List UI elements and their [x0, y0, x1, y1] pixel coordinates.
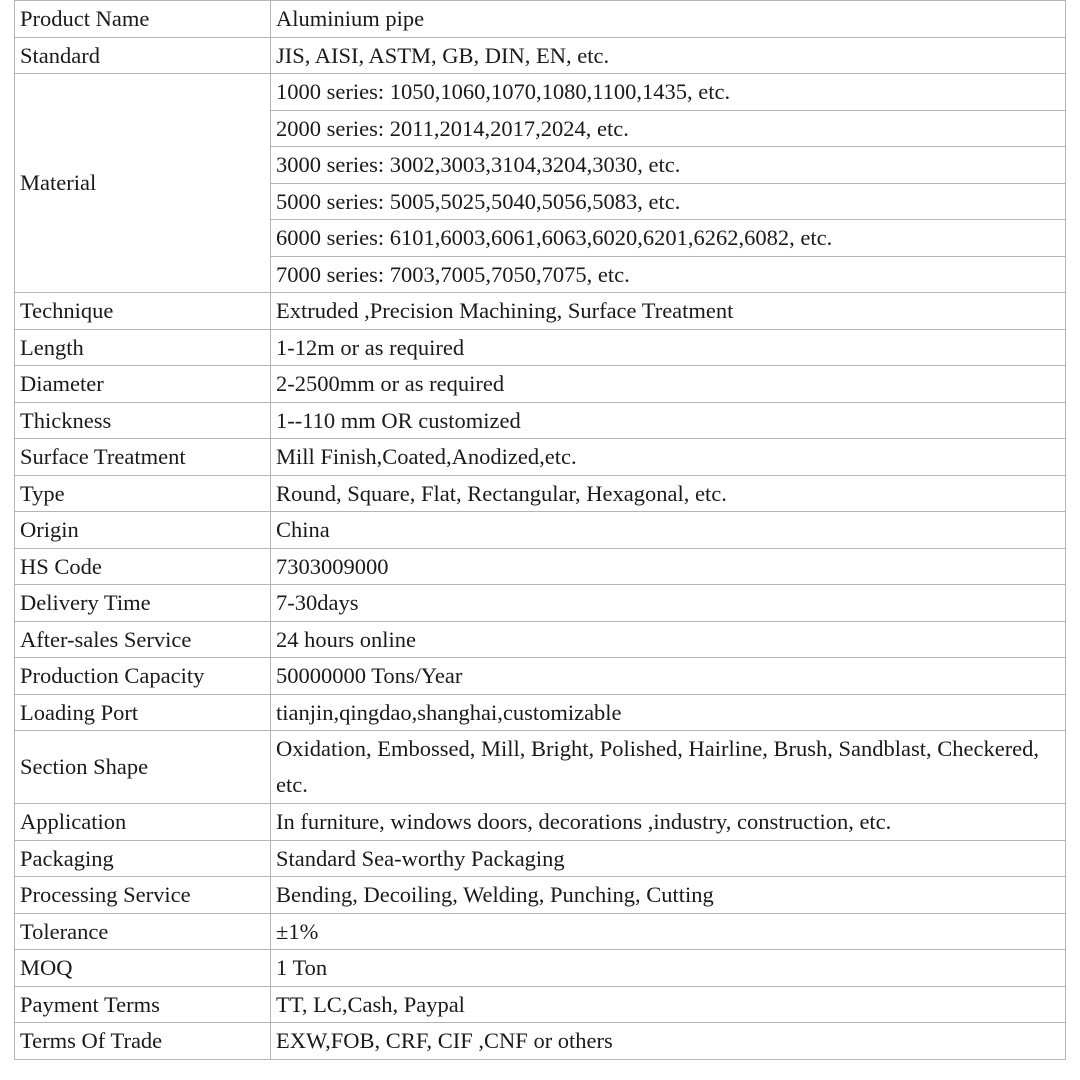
row-label: Production Capacity — [15, 658, 271, 695]
row-value: 7303009000 — [271, 548, 1066, 585]
material-value-7000: 7000 series: 7003,7005,7050,7075, etc. — [271, 256, 1066, 293]
row-value: JIS, AISI, ASTM, GB, DIN, EN, etc. — [271, 37, 1066, 74]
row-label: Origin — [15, 512, 271, 549]
material-value-6000: 6000 series: 6101,6003,6061,6063,6020,6201,6262,6082, etc. — [271, 220, 1066, 257]
row-value: Bending, Decoiling, Welding, Punching, Cutting — [271, 877, 1066, 914]
table-row — [15, 1, 1066, 38]
table-row — [15, 439, 1066, 476]
row-label: Thickness — [15, 402, 271, 439]
row-value: Oxidation, Embossed, Mill, Bright, Polished, Hairline, Brush, Sandblast, Checkered, etc. — [271, 731, 1066, 804]
row-value: In furniture, windows doors, decorations ,industry, construction, etc. — [271, 804, 1066, 841]
table-row — [15, 621, 1066, 658]
table-row — [15, 512, 1066, 549]
table-row — [15, 731, 1066, 804]
table-row — [15, 986, 1066, 1023]
row-value: Mill Finish,Coated,Anodized,etc. — [271, 439, 1066, 476]
table-row — [15, 585, 1066, 622]
material-value-1000: 1000 series: 1050,1060,1070,1080,1100,1435, etc. — [271, 74, 1066, 111]
row-label: Section Shape — [15, 731, 271, 804]
row-label: Packaging — [15, 840, 271, 877]
row-label: MOQ — [15, 950, 271, 987]
table-row — [15, 1023, 1066, 1060]
row-label: Application — [15, 804, 271, 841]
table-row — [15, 694, 1066, 731]
table-row — [15, 658, 1066, 695]
table-row — [15, 366, 1066, 403]
row-value: 1 Ton — [271, 950, 1066, 987]
row-value: Extruded ,Precision Machining, Surface Treatment — [271, 293, 1066, 330]
row-value: 1--110 mm OR customized — [271, 402, 1066, 439]
row-label: Technique — [15, 293, 271, 330]
row-label: Terms Of Trade — [15, 1023, 271, 1060]
row-label: Payment Terms — [15, 986, 271, 1023]
row-value: EXW,FOB, CRF, CIF ,CNF or others — [271, 1023, 1066, 1060]
row-label: Type — [15, 475, 271, 512]
table-row — [15, 913, 1066, 950]
row-label: Length — [15, 329, 271, 366]
row-label: After-sales Service — [15, 621, 271, 658]
row-value: Aluminium pipe — [271, 1, 1066, 38]
row-value: ±1% — [271, 913, 1066, 950]
table-row — [15, 329, 1066, 366]
row-label: Delivery Time — [15, 585, 271, 622]
row-value: Standard Sea-worthy Packaging — [271, 840, 1066, 877]
table-row — [15, 877, 1066, 914]
row-value: 7-30days — [271, 585, 1066, 622]
row-label: Surface Treatment — [15, 439, 271, 476]
product-spec-table — [14, 0, 1066, 1060]
row-value: tianjin,qingdao,shanghai,customizable — [271, 694, 1066, 731]
row-value: TT, LC,Cash, Paypal — [271, 986, 1066, 1023]
table-row — [15, 950, 1066, 987]
material-value-5000: 5000 series: 5005,5025,5040,5056,5083, etc. — [271, 183, 1066, 220]
row-value: 1-12m or as required — [271, 329, 1066, 366]
table-row — [15, 840, 1066, 877]
row-value: 2-2500mm or as required — [271, 366, 1066, 403]
row-label: Standard — [15, 37, 271, 74]
table-row — [15, 74, 1066, 111]
row-label: HS Code — [15, 548, 271, 585]
table-row — [15, 293, 1066, 330]
row-value: 24 hours online — [271, 621, 1066, 658]
material-value-3000: 3000 series: 3002,3003,3104,3204,3030, etc. — [271, 147, 1066, 184]
row-label: Processing Service — [15, 877, 271, 914]
table-row — [15, 804, 1066, 841]
table-row — [15, 475, 1066, 512]
row-label-material: Material — [15, 74, 271, 293]
row-label: Loading Port — [15, 694, 271, 731]
row-value: Round, Square, Flat, Rectangular, Hexagonal, etc. — [271, 475, 1066, 512]
table-row — [15, 37, 1066, 74]
row-value: China — [271, 512, 1066, 549]
material-value-2000: 2000 series: 2011,2014,2017,2024, etc. — [271, 110, 1066, 147]
row-label: Tolerance — [15, 913, 271, 950]
row-label: Diameter — [15, 366, 271, 403]
row-value: 50000000 Tons/Year — [271, 658, 1066, 695]
table-row — [15, 548, 1066, 585]
table-row — [15, 402, 1066, 439]
row-label: Product Name — [15, 1, 271, 38]
